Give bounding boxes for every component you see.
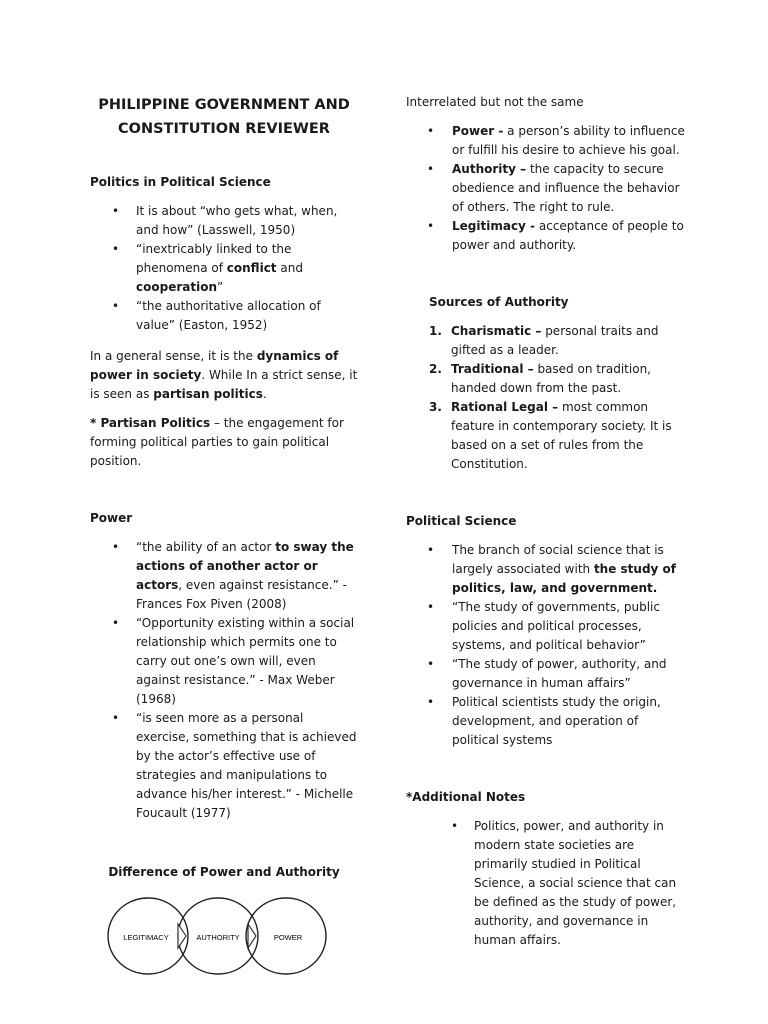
list-item: • “The study of power, authority, and governance in human affairs” xyxy=(406,655,686,693)
interrelated-intro: Interrelated but not the same xyxy=(406,95,584,109)
left-column xyxy=(90,93,358,984)
partisan-note: * Partisan Politics – the engagement for forming political parties to gain political position. xyxy=(90,416,344,468)
list-item: • “the authoritative allocation of value” (Easton, 1952) xyxy=(90,297,358,335)
list-item: • “is seen more as a personal exercise, something that is achieved by the actor’s effective use of strategies and manipulations to advance his/her interest.” - Michelle Foucault (1977) xyxy=(90,709,358,823)
list-item: • Power - a person’s ability to influence or fulfill his desire to achieve his goal. xyxy=(406,122,686,160)
list-item: 1. Charismatic – personal traits and gifted as a leader. xyxy=(429,324,659,357)
difference-heading: Difference of Power and Authority xyxy=(108,865,340,879)
polsci-heading: Political Science xyxy=(406,514,517,528)
right-column xyxy=(406,93,686,950)
power-list xyxy=(90,538,358,823)
power-label: POWER xyxy=(273,933,303,942)
list-item: 3. Rational Legal – most common feature in contemporary society. It is based on a set of rules from the Constitution. xyxy=(429,400,672,471)
list-item: • Authority – the capacity to secure obedience and influence the behavior of others. The right to rule. xyxy=(406,160,686,217)
sources-list xyxy=(406,322,686,474)
list-item: • “the ability of an actor to sway the actions of another actor or actors, even against resistance.” - Frances Fox Piven (2008) xyxy=(90,538,358,614)
list-item: • “Opportunity existing within a social relationship which permits one to carry out one’s own will, even against resistance.” - Max Weber (1968) xyxy=(90,614,358,709)
list-item: • Legitimacy - acceptance of people to power and authority. xyxy=(406,217,686,255)
interrelated-list xyxy=(406,122,686,255)
arrow-icon xyxy=(178,924,186,948)
polsci-list xyxy=(406,541,686,750)
politics-paragraph: In a general sense, it is the dynamics of power in society. While In a strict sense, it is seen as partisan politics. xyxy=(90,349,358,401)
power-heading: Power xyxy=(90,511,133,525)
notes-list xyxy=(406,817,686,950)
arrow-icon xyxy=(248,924,256,948)
list-item: • Politics, power, and authority in modern state societies are primarily studied in Political Science, a social science that can be defined as the study of power, authority, and governance in human affairs. xyxy=(406,817,686,950)
politics-heading: Politics in Political Science xyxy=(90,175,271,189)
list-item: • “The study of governments, public policies and political processes, systems, and political behavior” xyxy=(406,598,686,655)
document-title: PHILIPPINE GOVERNMENT AND CONSTITUTION REVIEWER xyxy=(98,97,350,137)
list-item: • It is about “who gets what, when, and how” (Lasswell, 1950) xyxy=(90,202,358,240)
power-authority-diagram xyxy=(106,894,358,984)
list-item: 2. Traditional – based on tradition, handed down from the past. xyxy=(429,362,651,395)
list-item: • “inextricably linked to the phenomena of conflict and cooperation” xyxy=(90,240,358,297)
legitimacy-label: LEGITIMACY xyxy=(123,933,169,942)
diagram-svg xyxy=(106,894,328,978)
list-item: • Political scientists study the origin, development, and operation of political systems xyxy=(406,693,686,750)
list-item: • The branch of social science that is largely associated with the study of politics, law, and government. xyxy=(406,541,686,598)
sources-heading: Sources of Authority xyxy=(429,295,569,309)
authority-label: AUTHORITY xyxy=(196,933,240,942)
politics-list xyxy=(90,202,358,335)
notes-heading: *Additional Notes xyxy=(406,790,526,804)
